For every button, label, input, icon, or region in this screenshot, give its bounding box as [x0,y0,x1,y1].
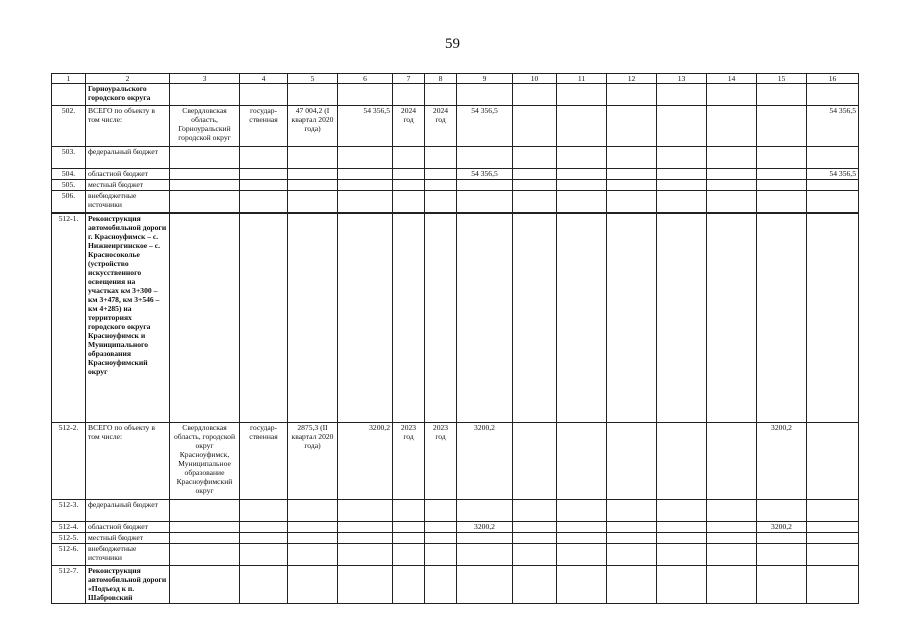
cell-col-4 [240,500,288,522]
cell-col-16 [807,544,859,566]
cell-col-10 [513,180,557,191]
column-number: 10 [513,74,557,84]
column-number: 2 [86,74,170,84]
cell-col-7 [393,522,425,533]
cell-col-9: 3200,2 [457,423,513,500]
cell-col-13 [657,106,707,147]
cell-col-10 [513,169,557,180]
row-number-cell: 503. [52,147,86,169]
column-number: 7 [393,74,425,84]
column-number: 5 [288,74,338,84]
column-number: 4 [240,74,288,84]
cell-col-10 [513,533,557,544]
cell-col-16 [807,533,859,544]
cell-col-7 [393,533,425,544]
cell-col-9: 54 356,5 [457,106,513,147]
cell-col-16 [807,180,859,191]
cell-col-3: Свердловская область, Горноуральский городской округ [170,106,240,147]
table-row [52,522,859,533]
cell-col-3 [170,500,240,522]
table-row [52,180,859,191]
table-row [52,533,859,544]
row-name-cell: местный бюджет [86,180,170,191]
cell-col-7: 2024 год [393,106,425,147]
row-name-cell: внебюджетные источники [86,191,170,213]
cell-col-14 [707,500,757,522]
row-name-cell: местный бюджет [86,533,170,544]
column-number: 13 [657,74,707,84]
row-number-cell: 512-7. [52,566,86,604]
cell-col-8: 2023 год [425,423,457,500]
cell-col-6 [338,147,393,169]
cell-col-13 [657,169,707,180]
cell-col-14 [707,213,757,423]
table-row [52,544,859,566]
cell-col-3 [170,544,240,566]
cell-col-9 [457,191,513,213]
cell-col-12 [607,500,657,522]
row-number-cell: 512-5. [52,533,86,544]
cell-col-5 [288,213,338,423]
cell-col-10 [513,106,557,147]
cell-col-6 [338,191,393,213]
cell-col-3 [170,533,240,544]
cell-col-4 [240,147,288,169]
cell-col-8 [425,213,457,423]
cell-col-12 [607,191,657,213]
row-number-cell: 512-6. [52,544,86,566]
column-number: 8 [425,74,457,84]
table-row [52,147,859,169]
cell-col-14 [707,147,757,169]
cell-col-7 [393,84,425,106]
row-number-cell: 512-1. [52,213,86,423]
cell-col-13 [657,180,707,191]
cell-col-9 [457,500,513,522]
cell-col-6 [338,84,393,106]
column-number: 6 [338,74,393,84]
cell-col-7 [393,213,425,423]
cell-col-6 [338,213,393,423]
cell-col-7 [393,544,425,566]
cell-col-9 [457,213,513,423]
column-number: 1 [52,74,86,84]
cell-col-5 [288,147,338,169]
row-name-cell: Реконструкция автомобильной дороги г. Красноуфимск – с. Нижнеиргинское – с. Красносоколье (устройство искусственного освещения на участках км 3+300 – км 3+478, км 3+546 – км 4+285) на территориях городского округа Красноуфимск и Муниципального образования Красноуфимский округ [86,213,170,423]
cell-col-13 [657,84,707,106]
cell-col-16 [807,522,859,533]
cell-col-5: 47 004,2 (I квартал 2020 года) [288,106,338,147]
cell-col-3 [170,147,240,169]
cell-col-15 [757,147,807,169]
cell-col-10 [513,544,557,566]
row-name-cell: областной бюджет [86,169,170,180]
column-number: 9 [457,74,513,84]
cell-col-7 [393,500,425,522]
cell-col-16: 54 356,5 [807,106,859,147]
cell-col-4 [240,213,288,423]
cell-col-16 [807,500,859,522]
cell-col-15 [757,106,807,147]
cell-col-12 [607,180,657,191]
cell-col-15 [757,566,807,604]
table-row [52,566,859,604]
cell-col-4: государ-ственная [240,423,288,500]
cell-col-16 [807,191,859,213]
cell-col-6 [338,533,393,544]
cell-col-6 [338,169,393,180]
cell-col-6 [338,500,393,522]
cell-col-9 [457,566,513,604]
cell-col-4 [240,522,288,533]
cell-col-14 [707,106,757,147]
row-name-cell: ВСЕГО по объекту в том числе: [86,423,170,500]
cell-col-12 [607,213,657,423]
cell-col-13 [657,191,707,213]
cell-col-12 [607,533,657,544]
cell-col-7 [393,566,425,604]
cell-col-11 [557,106,607,147]
cell-col-3: Свердловская область, городской округ Красноуфимск, Муниципальное образование Красноуфимский округ [170,423,240,500]
cell-col-3 [170,522,240,533]
cell-col-13 [657,500,707,522]
cell-col-9 [457,180,513,191]
cell-col-8 [425,191,457,213]
table-row [52,423,859,500]
cell-col-10 [513,191,557,213]
cell-col-9 [457,84,513,106]
cell-col-16 [807,213,859,423]
cell-col-11 [557,423,607,500]
column-number: 12 [607,74,657,84]
cell-col-5 [288,566,338,604]
cell-col-11 [557,566,607,604]
row-number-cell: 512-2. [52,423,86,500]
cell-col-8 [425,147,457,169]
cell-col-14 [707,566,757,604]
cell-col-3 [170,180,240,191]
cell-col-4 [240,191,288,213]
cell-col-14 [707,533,757,544]
cell-col-3 [170,84,240,106]
cell-col-9 [457,533,513,544]
cell-col-4 [240,544,288,566]
cell-col-6 [338,180,393,191]
cell-col-10 [513,213,557,423]
column-number-row [52,74,859,84]
row-name-cell: федеральный бюджет [86,500,170,522]
cell-col-5 [288,180,338,191]
cell-col-14 [707,84,757,106]
cell-col-6: 3200,2 [338,423,393,500]
cell-col-16 [807,84,859,106]
row-number-cell [52,84,86,106]
cell-col-15 [757,213,807,423]
row-name-cell: внебюджетные источники [86,544,170,566]
cell-col-4 [240,533,288,544]
cell-col-14 [707,191,757,213]
cell-col-10 [513,500,557,522]
cell-col-11 [557,180,607,191]
cell-col-15 [757,180,807,191]
cell-col-15 [757,191,807,213]
cell-col-10 [513,147,557,169]
row-number-cell: 512-3. [52,500,86,522]
cell-col-4 [240,566,288,604]
cell-col-5 [288,169,338,180]
cell-col-13 [657,213,707,423]
cell-col-8: 2024 год [425,106,457,147]
cell-col-8 [425,84,457,106]
column-number: 14 [707,74,757,84]
cell-col-12 [607,106,657,147]
cell-col-12 [607,566,657,604]
cell-col-9: 54 356,5 [457,169,513,180]
cell-col-15 [757,533,807,544]
cell-col-5 [288,191,338,213]
column-number: 11 [557,74,607,84]
table-row [52,169,859,180]
cell-col-5 [288,533,338,544]
cell-col-3 [170,191,240,213]
cell-col-14 [707,423,757,500]
cell-col-12 [607,522,657,533]
cell-col-9: 3200,2 [457,522,513,533]
cell-col-4 [240,84,288,106]
cell-col-11 [557,147,607,169]
cell-col-15 [757,500,807,522]
row-name-cell: ВСЕГО по объекту в том числе: [86,106,170,147]
cell-col-15 [757,169,807,180]
cell-col-12 [607,544,657,566]
cell-col-16 [807,423,859,500]
cell-col-15: 3200,2 [757,423,807,500]
cell-col-8 [425,169,457,180]
cell-col-15: 3200,2 [757,522,807,533]
cell-col-8 [425,533,457,544]
cell-col-8 [425,544,457,566]
cell-col-11 [557,500,607,522]
cell-col-3 [170,169,240,180]
row-number-cell: 504. [52,169,86,180]
cell-col-7 [393,191,425,213]
row-number-cell: 505. [52,180,86,191]
cell-col-10 [513,423,557,500]
cell-col-3 [170,213,240,423]
cell-col-5 [288,84,338,106]
cell-col-6 [338,544,393,566]
cell-col-12 [607,84,657,106]
cell-col-12 [607,169,657,180]
cell-col-11 [557,84,607,106]
cell-col-4 [240,169,288,180]
cell-col-10 [513,566,557,604]
row-number-cell: 502. [52,106,86,147]
cell-col-11 [557,544,607,566]
cell-col-13 [657,566,707,604]
cell-col-4: государ-ственная [240,106,288,147]
budget-table [51,73,859,604]
cell-col-11 [557,522,607,533]
row-name-cell: Реконструкция автомобильной дороги «Подъезд к п. Шабровский [86,566,170,604]
cell-col-8 [425,180,457,191]
cell-col-3 [170,566,240,604]
cell-col-13 [657,544,707,566]
table-row [52,106,859,147]
table-row [52,191,859,213]
cell-col-9 [457,544,513,566]
column-number: 3 [170,74,240,84]
cell-col-5 [288,522,338,533]
cell-col-12 [607,147,657,169]
cell-col-7 [393,147,425,169]
table-row [52,500,859,522]
cell-col-13 [657,147,707,169]
table-row [52,213,859,423]
cell-col-13 [657,522,707,533]
page-number: 59 [445,36,460,52]
cell-col-10 [513,522,557,533]
cell-col-5 [288,544,338,566]
cell-col-5 [288,500,338,522]
cell-col-5: 2875,3 (II квартал 2020 года) [288,423,338,500]
row-number-cell: 512-4. [52,522,86,533]
cell-col-6: 54 356,5 [338,106,393,147]
cell-col-7 [393,169,425,180]
cell-col-10 [513,84,557,106]
cell-col-7 [393,180,425,191]
cell-col-11 [557,213,607,423]
cell-col-14 [707,169,757,180]
cell-col-14 [707,180,757,191]
cell-col-9 [457,147,513,169]
cell-col-8 [425,500,457,522]
column-number: 16 [807,74,859,84]
cell-col-8 [425,566,457,604]
cell-col-11 [557,191,607,213]
cell-col-4 [240,180,288,191]
cell-col-7: 2023 год [393,423,425,500]
row-name-cell: областной бюджет [86,522,170,533]
cell-col-14 [707,544,757,566]
cell-col-16: 54 356,5 [807,169,859,180]
cell-col-16 [807,566,859,604]
cell-col-6 [338,522,393,533]
cell-col-12 [607,423,657,500]
row-name-cell: федеральный бюджет [86,147,170,169]
cell-col-6 [338,566,393,604]
cell-col-15 [757,84,807,106]
cell-col-13 [657,533,707,544]
cell-col-11 [557,169,607,180]
cell-col-11 [557,533,607,544]
cell-col-15 [757,544,807,566]
cell-col-14 [707,522,757,533]
row-name-cell: Горноуральского городского округа [86,84,170,106]
row-number-cell: 506. [52,191,86,213]
cell-col-16 [807,147,859,169]
cell-col-8 [425,522,457,533]
column-number: 15 [757,74,807,84]
table-row [52,84,859,106]
cell-col-13 [657,423,707,500]
